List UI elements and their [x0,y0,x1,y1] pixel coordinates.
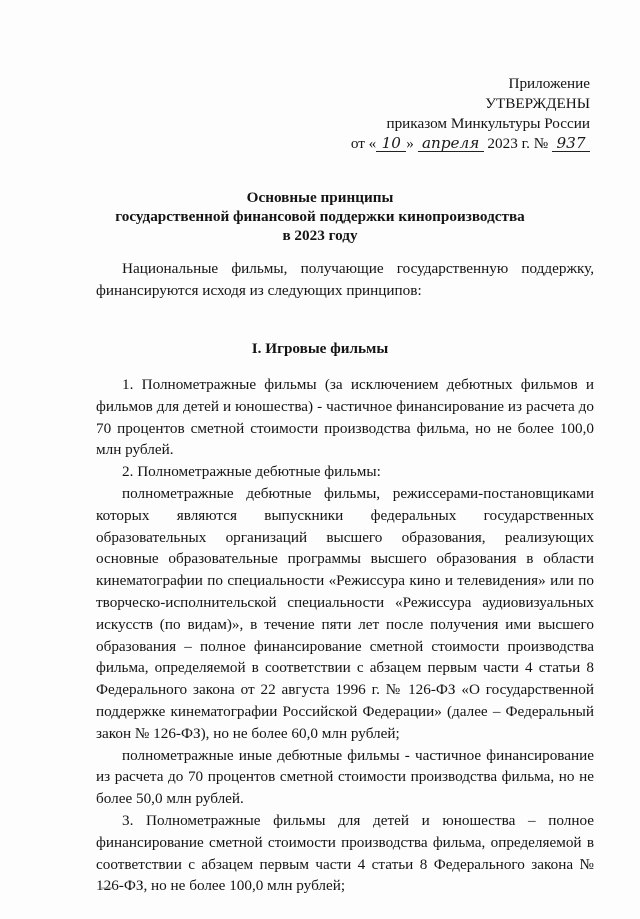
handwritten-month: апреля [418,135,484,152]
paragraph-3: полнометражные дебютные фильмы, режиссерами-постановщиками которых являются выпускники федеральных государственных образовательных организаций высшего образования, реализующих основные образовательные программы высшего образования в области кинематографии по специальности «Режиссура кино и телевидения» или по творческо-исполнительской специальности «Режиссура аудиовизуальных искусств (по видам)», в течение пяти лет после получения ими высшего образования – полное финансирование сметной стоимости производства фильма, определяемой в соответствии с абзацем первым части 4 статьи 8 Федерального закона от 22 августа 1996 г. № 126-ФЗ «О государственной поддержке кинематографии Российской Федерации» (далее – Федеральный закон № 126-ФЗ), но не более 60,0 млн рублей; [96,484,594,742]
paragraph-2: 2. Полнометражные дебютные фильмы: [122,463,381,481]
annex-block [351,74,590,154]
paragraph-1: 1. Полнометражные фильмы (за исключением дебютных фильмов и фильмов для детей и юношества) - частичное финансирование из расчета до 70 процентов сметной стоимости производства фильма, но не более 100,0 млн рублей. [96,376,594,459]
section-heading: I. Игровые фильмы [251,340,389,357]
title-line-3: в 2023 году [282,227,358,244]
intro-block [96,258,594,302]
title-line-1: Основные принципы [246,189,394,206]
annex-label: Приложение [508,75,590,92]
approved-label: УТВЕРЖДЕНЫ [485,95,590,112]
document-title [0,188,640,245]
intro-paragraph: Национальные фильмы, получающие государственную поддержку, финансируются исходя из следующих принципов: [96,260,594,299]
handwritten-order-number: 937 [552,135,590,152]
date-prefix: от « [350,135,377,152]
date-mid: » [406,135,414,152]
order-date-line [351,134,590,154]
paragraph-4: полнометражные иные дебютные фильмы - частичное финансирование из расчета до 70 процентов сметной стоимости производства фильма, но не более 50,0 млн рублей. [96,746,594,808]
title-line-2: государственной финансовой поддержки кинопроизводства [115,208,525,225]
date-year: 2023 г. № [487,135,549,152]
section-body [96,374,594,897]
paragraph-5: 3. Полнометражные фильмы для детей и юношества – полное финансирование сметной стоимости производства фильма, определяемой в соответствии с абзацем первым части 4 статьи 8 Федерального закона № 126-ФЗ, но не более 100,0 млн рублей; [96,811,594,895]
order-authority: приказом Минкультуры России [386,115,590,132]
handwritten-day: 10 [376,135,406,152]
